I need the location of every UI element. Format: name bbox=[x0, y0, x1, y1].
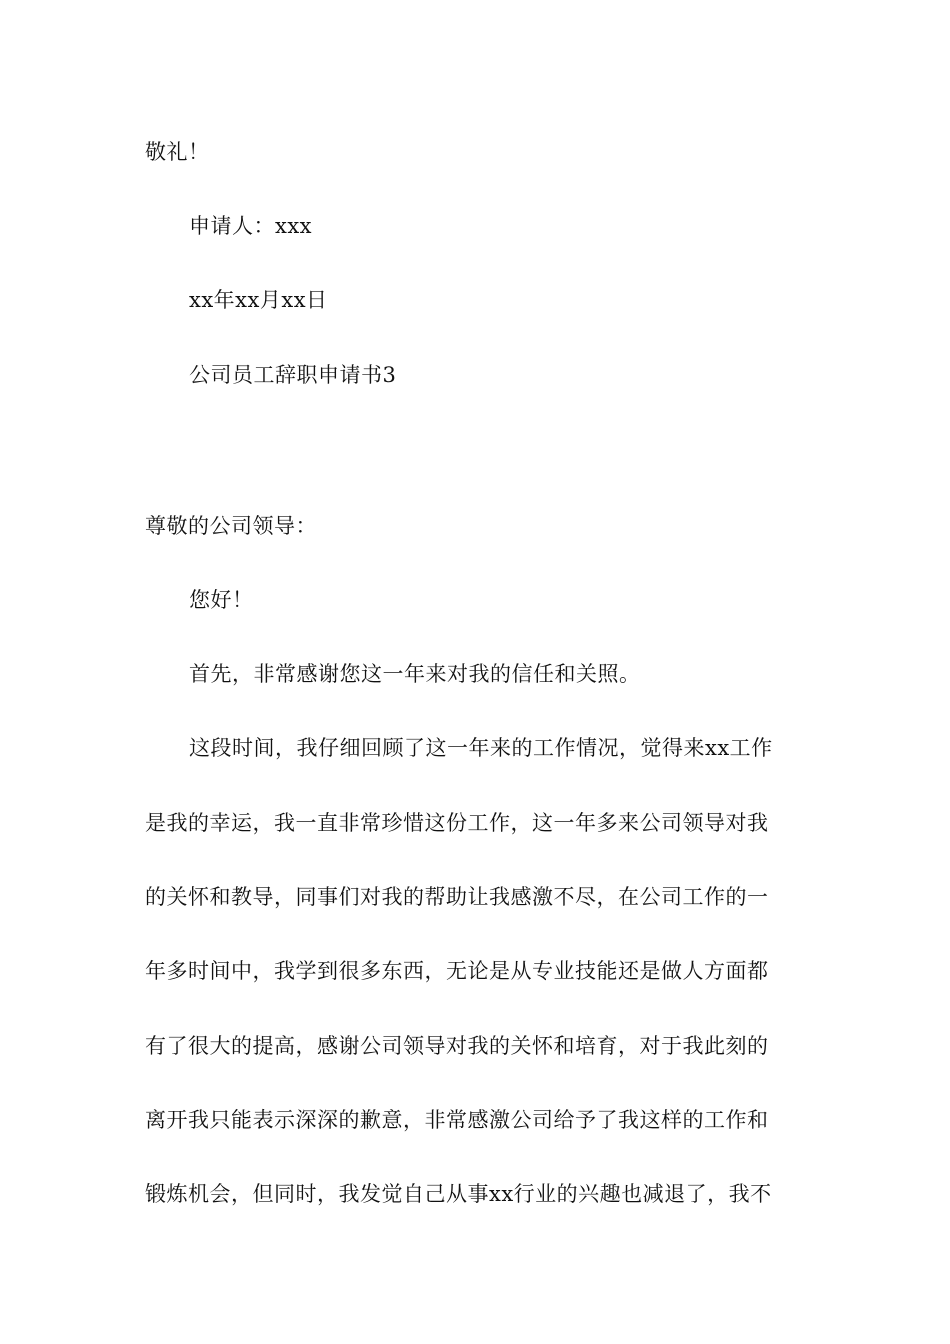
paragraph-2-line: 锻炼机会，但同时，我发觉自己从事xx行业的兴趣也减退了，我不 bbox=[145, 1182, 772, 1206]
closing-text: 敬礼！ bbox=[145, 140, 210, 164]
greeting: 您好！ bbox=[189, 588, 254, 612]
paragraph-2-line: 这段时间，我仔细回顾了这一年来的工作情况，觉得来xx工作 bbox=[189, 736, 773, 760]
section-title: 公司员工辞职申请书3 bbox=[189, 363, 397, 387]
paragraph-2-line: 的关怀和教导，同事们对我的帮助让我感激不尽，在公司工作的一 bbox=[145, 885, 769, 909]
salutation: 尊敬的公司领导： bbox=[145, 514, 317, 538]
paragraph-2-line: 离开我只能表示深深的歉意，非常感激公司给予了我这样的工作和 bbox=[145, 1108, 769, 1132]
date-line: xx年xx月xx日 bbox=[189, 288, 328, 312]
paragraph-2-line: 年多时间中，我学到很多东西，无论是从专业技能还是做人方面都 bbox=[145, 959, 769, 983]
applicant-line: 申请人：xxx bbox=[189, 214, 313, 238]
paragraph-2-line: 有了很大的提高，感谢公司领导对我的关怀和培育，对于我此刻的 bbox=[145, 1034, 769, 1058]
paragraph-2-line: 是我的幸运，我一直非常珍惜这份工作，这一年多来公司领导对我 bbox=[145, 811, 769, 835]
paragraph-1: 首先，非常感谢您这一年来对我的信任和关照。 bbox=[189, 662, 641, 686]
